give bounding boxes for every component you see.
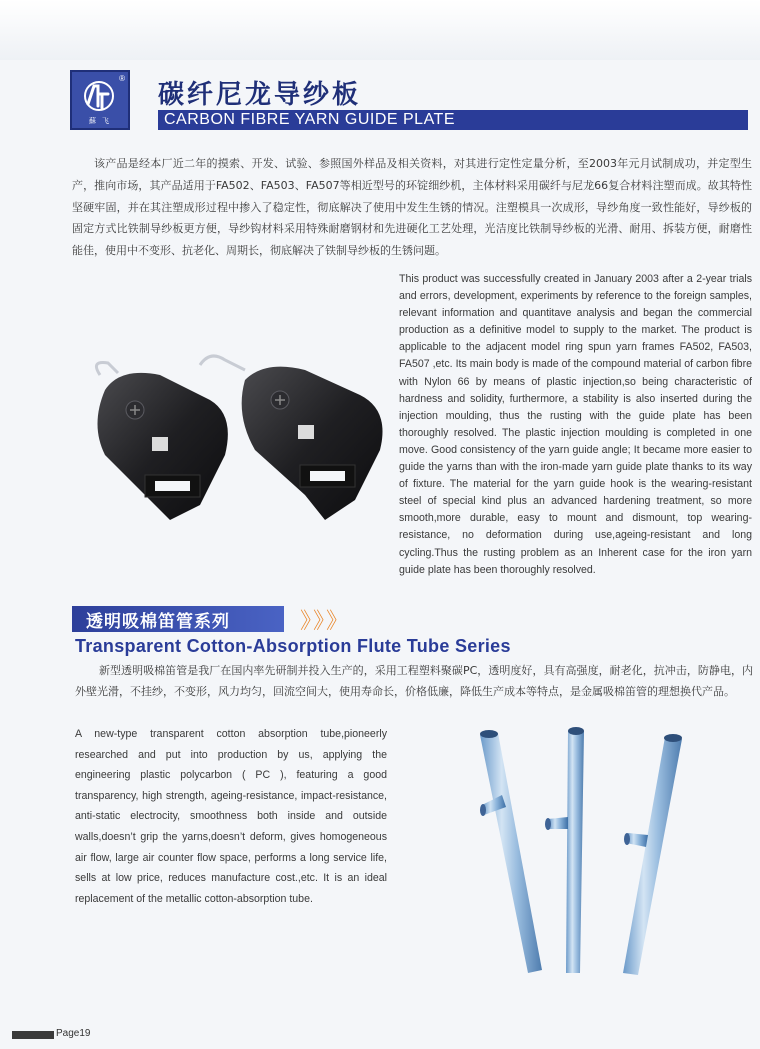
- top-shade: [0, 0, 760, 60]
- page-title-cn: 碳纤尼龙导纱板: [158, 80, 362, 110]
- footer-bar: [12, 1031, 54, 1039]
- chevron-right-icon: 》》》: [300, 609, 351, 634]
- page-title-en: CARBON FIBRE YARN GUIDE PLATE: [164, 111, 455, 128]
- flute-tube-3: [623, 734, 682, 975]
- intro-paragraph-cn: 该产品是经本厂近二年的摸索、开发、试验、参照国外样品及相关资料，对其进行定性定量分析，至2003年元月试制成功，并定型生产，推向市场，其产品适用于FA502、FA503、FA507等相近型号的环锭细纱机，主体材料采用碳纤与尼龙66复合材料注塑而成。故其特性坚硬牢固，并在其注塑成形过程中掺入了稳定性，彻底解决了使用中发生生锈的情况。注塑模具一次成形，导纱角度一致性能好，导纱板的固定方式比铁制导纱板更方便，导纱钩材料采用特殊耐磨钢材和先进硬化工艺处理，光洁度比铁制导纱板的光滑、耐用、拆装方便，耐磨性能佳，使用中不变形、抗老化、周期长，彻底解决了铁制导纱板的生锈问题。: [72, 157, 752, 258]
- section-title-en: Transparent Cotton-Absorption Flute Tube Series: [75, 636, 511, 656]
- flute-tubes-image: [460, 725, 690, 985]
- intro-paragraph-en: This product was successfully created in January 2003 after a 2-year trials and errors, development, experiments by reference to the foreign samples, relevant information and quantitave analysis and began the commercial production as a definitive model to supply to the market. The product is applicable to the adjacent model ring spun yarn frames FA502, FA503, FA507 ,etc. Its main body is made of the compound material of carbon fibre with Nylon 66 by means of plastic injection,so being characteristic of hardness and solidity, furthermore, a stability is also inserted during the injection moulding, thus the rusting with the guide plate has been thoroughly resolved. The plastic injection moulding is completed in one move. Good consistency of the yarn guide angle; It became more easier to guide the yarns than with the iron-made yarn guide plate thanks to its way of fixture. The material for the yarn guide hook is the wearing-resistant steel of special kind plus an advanced hardening treatment, so more smooth,more durable, easy to mount and dismount, top wearing-resistance, no deformation during use,ageing-resistant and long cycling.Thus the rusting problem as an Inherent case for the iron yarn guide plate has been thoroughly resolved.: [399, 273, 752, 576]
- guide-plate-left: [96, 363, 227, 521]
- registered-mark: ®: [119, 74, 125, 83]
- flute-tube-2: [545, 727, 584, 973]
- section-title-cn: 透明吸棉笛管系列: [86, 612, 230, 632]
- tube-paragraph-cn: 新型透明吸棉笛管是我厂在国内率先研制并投入生产的，采用工程塑料聚碳PC，透明度好，具有高强度，耐老化，抗冲击，防静电，内外壁光滑，不挂纱，不变形，风力均匀，回流空间大，使用寿命长，价格低廉，降低生产成本等特点，是金属吸棉笛管的理想换代产品。: [75, 664, 753, 698]
- tube-paragraph-en: A new-type transparent cotton absorption tube,pioneerly researched and put into production by us, applying the engineering plastic polycarbon ( PC ), featuring a good transparency, high strength, ageing-resistance, impact-resistance, anti-static electrocity, smoothness both inside and outside walls,doesn’t grip the yarns,doesn’t deform, gives homogeneous air flow, large air counter flow space, performs a long service life, sells at low price, reduces manufacture cost.,etc. It is an ideal replacement of the metallic cotton-absorption tube.: [75, 728, 387, 905]
- yarn-guide-plates-image: [60, 345, 400, 545]
- company-logo: [70, 70, 130, 130]
- flute-tube-1: [480, 730, 542, 973]
- logo-text: 蘇 飞: [89, 118, 111, 125]
- page-number: Page19: [56, 1028, 91, 1039]
